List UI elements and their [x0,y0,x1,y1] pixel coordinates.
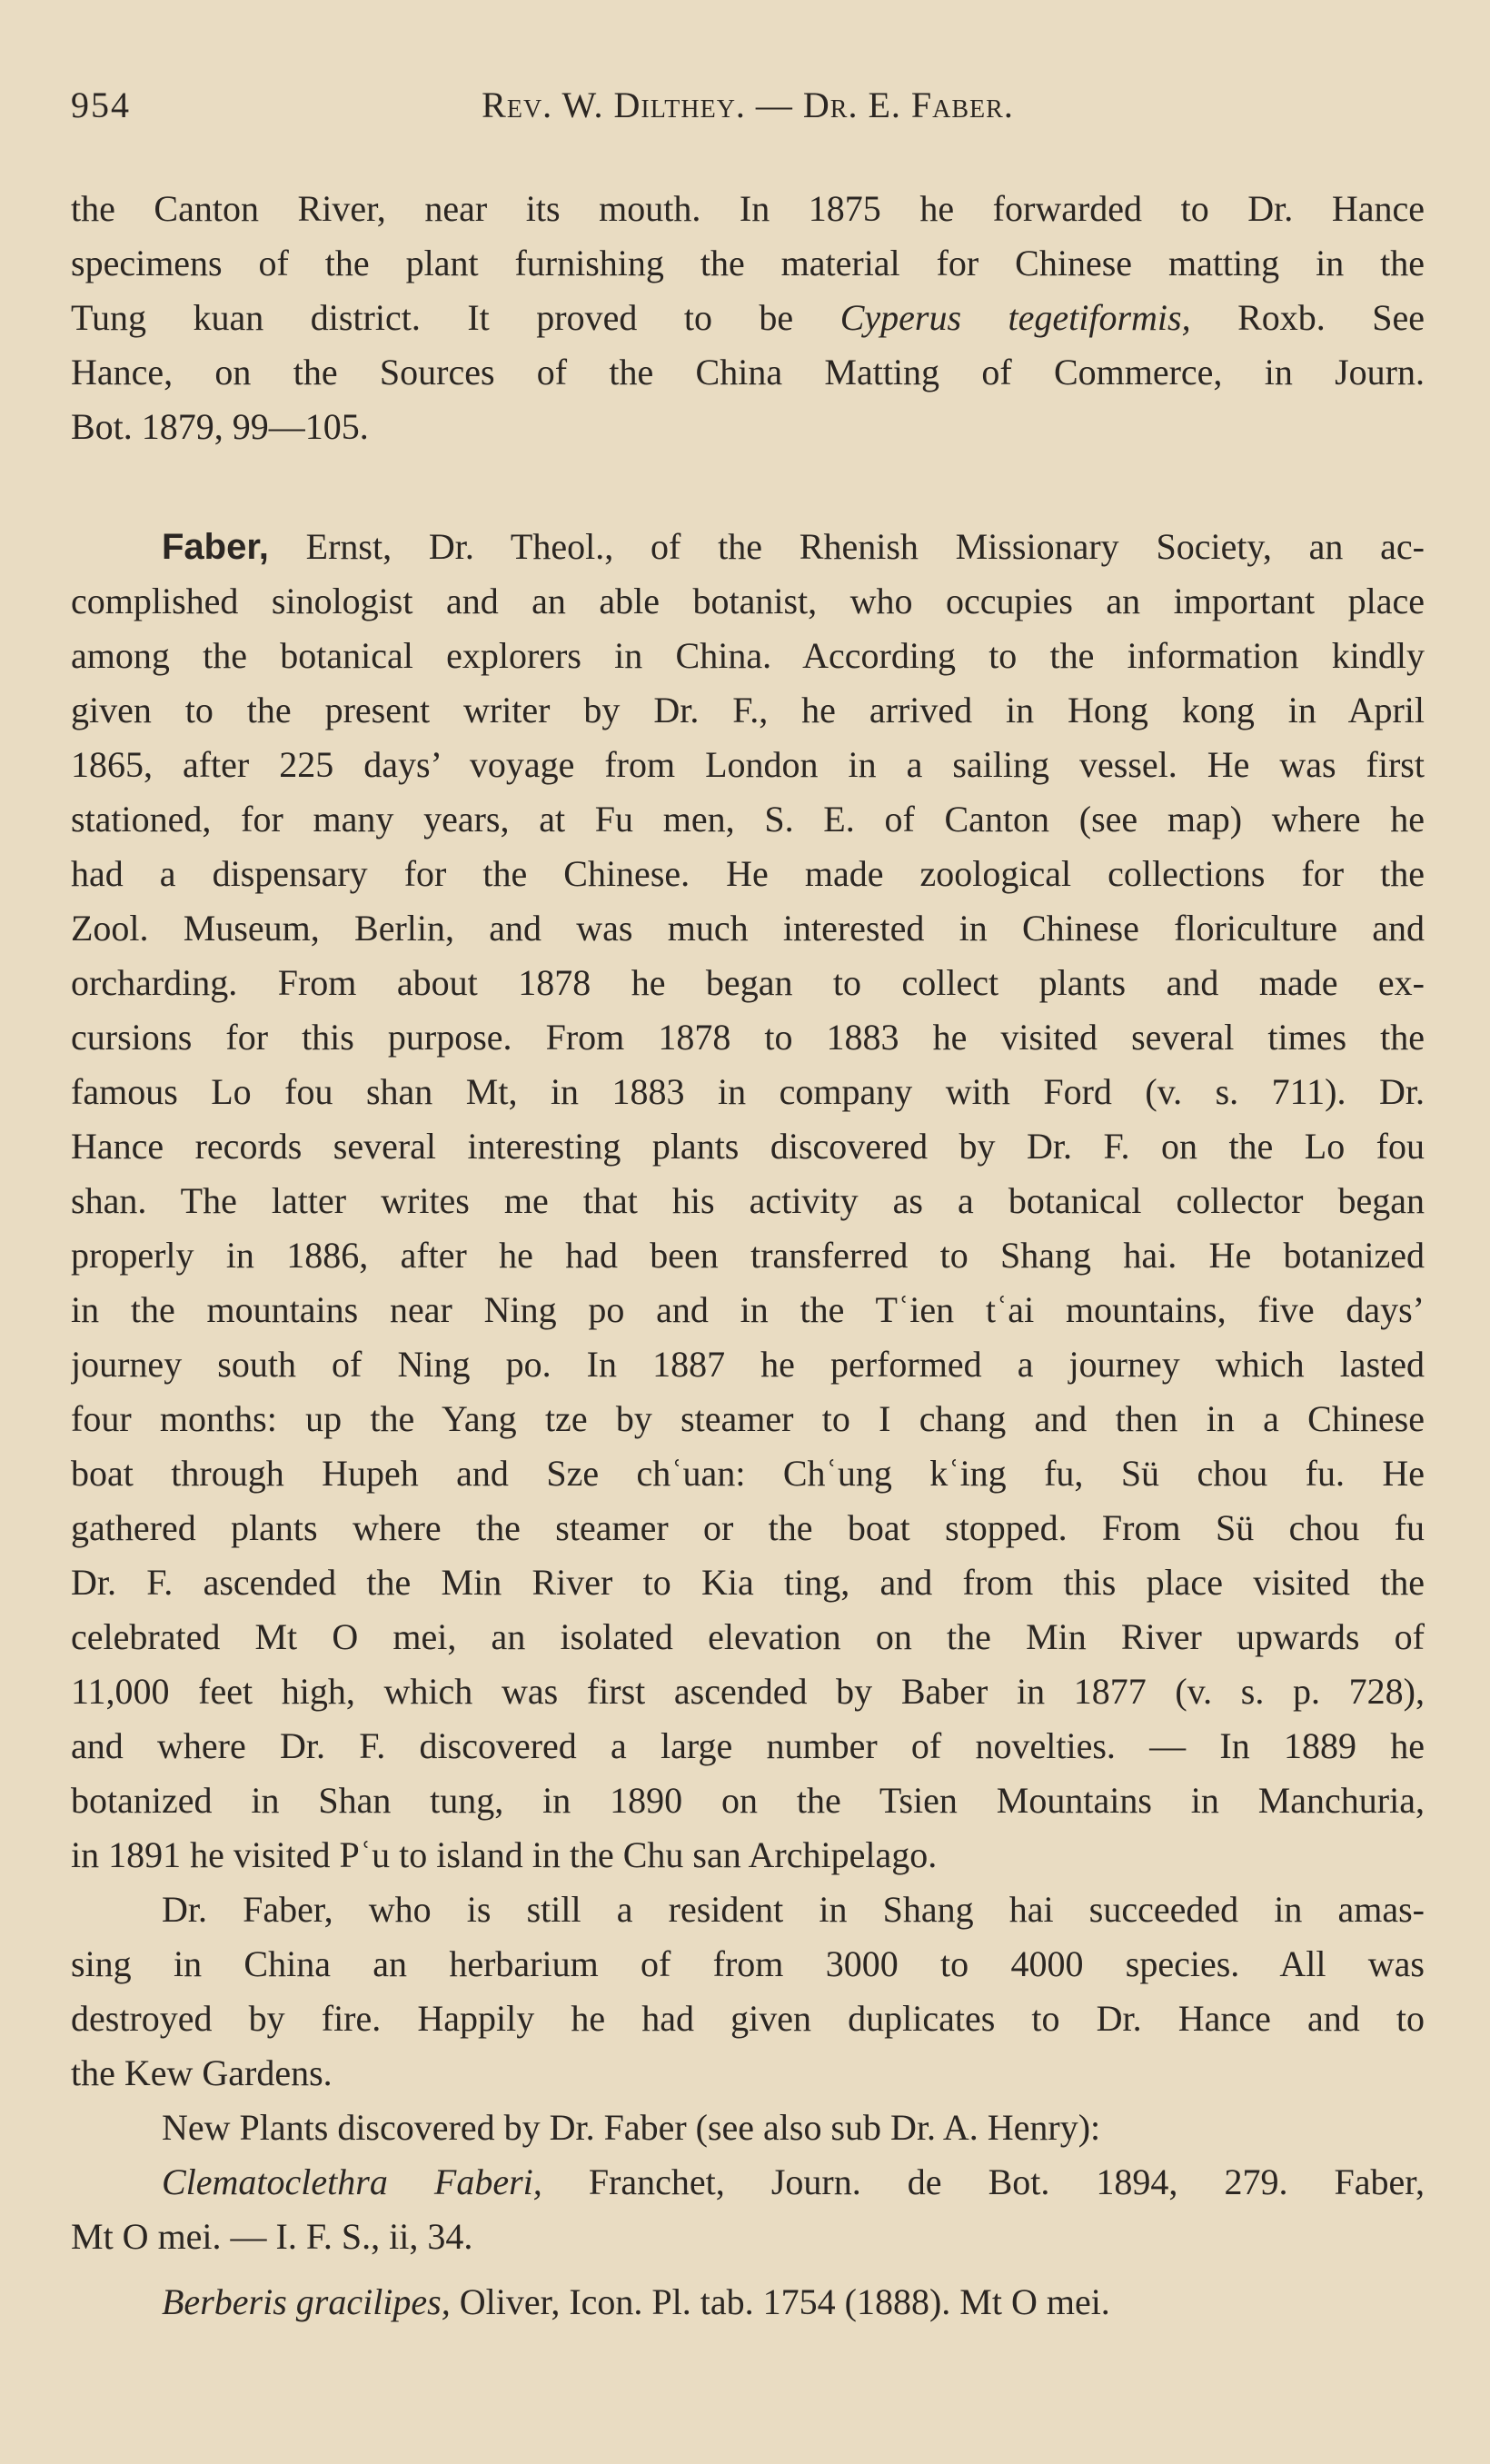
text-line: celebrated Mt O mei, an isolated elevation on the Min River upwards of [71,1616,1425,1657]
text-line: Faber, Ernst, Dr. Theol., of the Rhenish Missionary Society, an ac- [162,526,1425,567]
text-line: Hance, on the Sources of the China Matting of Commerce, in Journ. [71,352,1425,392]
text-line: among the botanical explorers in China. According to the information kindly [71,635,1425,676]
text-line: sing in China an herbarium of from 3000 to 4000 species. All was [71,1943,1425,1984]
text-line: complished sinologist and an able botanist, who occupies an important place [71,581,1425,621]
text-line: shan. The latter writes me that his activity as a botanical collector began [71,1180,1425,1221]
entry-heading: Faber, [162,527,269,567]
page-header [71,84,1425,138]
text-line: Dr. Faber, who is still a resident in Shang hai succeeded in amas- [162,1889,1425,1930]
text-line: stationed, for many years, at Fu men, S. E. of Canton (see map) where he [71,799,1425,840]
text-line: 1865, after 225 days’ voyage from London in a sailing vessel. He was first [71,744,1425,785]
plant-entry-cont: Mt O mei. — I. F. S., ii, 34. [71,2216,473,2257]
text-line: four months: up the Yang tze by steamer to I chang and then in a Chinese [71,1398,1425,1439]
text-line: Dr. F. ascended the Min River to Kia ting, and from this place visited the [71,1562,1425,1603]
text-line: in 1891 he visited Pʿu to island in the Chu san Archipelago. [71,1834,938,1875]
text-line: Tung kuan district. It proved to be Cyperus tegetiformis, Roxb. See [71,297,1425,338]
text-line: in the mountains near Ning po and in the Tʿien tʿai mountains, five days’ [71,1289,1425,1330]
text-line: orcharding. From about 1878 he began to collect plants and made ex- [71,962,1425,1003]
faber-entry [71,520,1425,2330]
text-line: the Canton River, near its mouth. In 1875 he forwarded to Dr. Hance [71,188,1425,229]
text-line: and where Dr. F. discovered a large number of novelties. — In 1889 he [71,1725,1425,1766]
faber-paragraph [71,574,1425,1883]
page-body [71,182,1425,2330]
text-line: the Kew Gardens. [71,2052,333,2093]
text-line: gathered plants where the steamer or the boat stopped. From Sü chou fu [71,1507,1425,1548]
text-line: given to the present writer by Dr. F., he arrived in Hong kong in April [71,690,1425,730]
text-line: famous Lo fou shan Mt, in 1883 in company with Ford (v. s. 711). Dr. [71,1071,1425,1112]
species-name: Clematoclethra Faberi, [162,2161,542,2202]
species-name: Berberis gracilipes, [162,2281,451,2322]
running-head: Rev. W. Dilthey. — Dr. E. Faber. [482,84,1014,125]
text-line: boat through Hupeh and Sze chʿuan: Chʿung kʿing fu, Sü chou fu. He [71,1453,1425,1494]
text-line: properly in 1886, after he had been transferred to Shang hai. He botanized [71,1235,1425,1276]
page-number: 954 [71,84,131,125]
text-line: cursions for this purpose. From 1878 to 1883 he visited several times the [71,1017,1425,1058]
new-plants-intro: New Plants discovered by Dr. Faber (see also sub Dr. A. Henry): [162,2107,1101,2148]
text-line: destroyed by fire. Happily he had given duplicates to Dr. Hance and to [71,1998,1425,2039]
text-line: Bot. 1879, 99—105. [71,406,369,447]
plant-entry: Clematoclethra Faberi, Franchet, Journ. de Bot. 1894, 279. Faber, [162,2161,1425,2202]
text-line: Zool. Museum, Berlin, and was much interested in Chinese floriculture and [71,908,1425,949]
text-line: specimens of the plant furnishing the material for Chinese matting in the [71,243,1425,283]
text-line: journey south of Ning po. In 1887 he performed a journey which lasted [71,1344,1425,1385]
text-line: 11,000 feet high, which was first ascended by Baber in 1877 (v. s. p. 728), [71,1671,1425,1712]
species-name: Cyperus tegetiformis, [839,297,1191,338]
text-line: Hance records several interesting plants discovered by Dr. F. on the Lo fou [71,1126,1425,1167]
dilthey-entry-tail [71,182,1425,454]
text-line: botanized in Shan tung, in 1890 on the Tsien Mountains in Manchuria, [71,1780,1425,1821]
plant-entry: Berberis gracilipes, Oliver, Icon. Pl. tab. 1754 (1888). Mt O mei. [162,2281,1110,2322]
text-line: had a dispensary for the Chinese. He made zoological collections for the [71,853,1425,894]
